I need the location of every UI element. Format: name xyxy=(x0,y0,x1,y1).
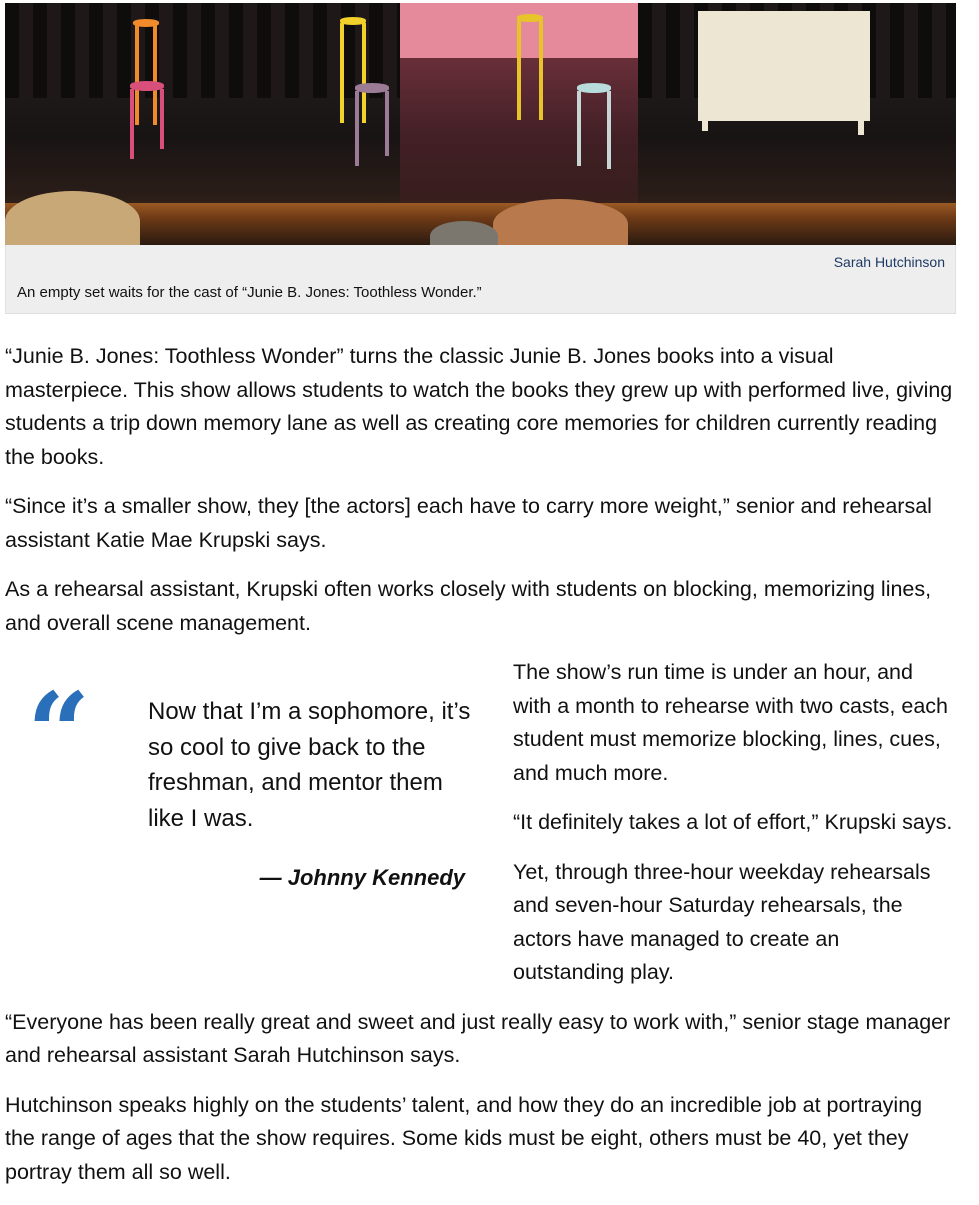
paragraph: Hutchinson speaks highly on the students’ talent, and how they do an incredible job at portraying the range of ages that the show requires. Some kids must be eight, others must be 40, yet they portray them all so well. xyxy=(5,1092,923,1184)
audience-head xyxy=(430,221,498,245)
photo-credit[interactable]: Sarah Hutchinson xyxy=(833,254,945,270)
photo-caption: An empty set waits for the cast of “Junie B. Jones: Toothless Wonder.” xyxy=(17,284,482,301)
paragraph: The show’s run time is under an hour, and with a month to rehearse with two casts, each student must memorize blocking, lines, cues, and much more. xyxy=(513,660,948,785)
paragraph: “It definitely takes a lot of effort,” Krupski says. xyxy=(513,810,953,834)
article-body xyxy=(5,340,955,1205)
pull-quote xyxy=(5,656,495,981)
quote-mark-icon: “ xyxy=(27,668,91,797)
pull-quote-attribution: — Johnny Kennedy xyxy=(259,865,465,890)
audience-head xyxy=(493,199,628,245)
paragraph: “Since it’s a smaller show, they [the actors] each have to carry more weight,” senior and rehearsal assistant Katie Mae Krupski says. xyxy=(5,494,932,552)
stage-photo[interactable] xyxy=(5,3,956,245)
article-figure xyxy=(5,3,956,314)
audience-head xyxy=(5,191,140,245)
pull-quote-text: Now that I’m a sophomore, it’s so cool to give back to the freshman, and mentor them like I was. xyxy=(148,698,471,832)
paragraph: Yet, through three-hour weekday rehearsals and seven-hour Saturday rehearsals, the actors have managed to create an outstanding play. xyxy=(513,859,931,984)
white-desk xyxy=(698,11,870,121)
paragraph: As a rehearsal assistant, Krupski often works closely with students on blocking, memorizing lines, and overall scene management. xyxy=(5,577,932,635)
paragraph: “Everyone has been really great and sweet and just really easy to work with,” senior stage manager and rehearsal assistant Sarah Hutchinson says. xyxy=(5,1009,951,1067)
caption-box xyxy=(5,245,956,314)
paragraph: “Junie B. Jones: Toothless Wonder” turns the classic Junie B. Jones books into a visual masterpiece. This show allows students to watch the books they grew up with performed live, giving students a trip down memory lane as well as creating core memories for children currently reading the books. xyxy=(5,344,953,469)
